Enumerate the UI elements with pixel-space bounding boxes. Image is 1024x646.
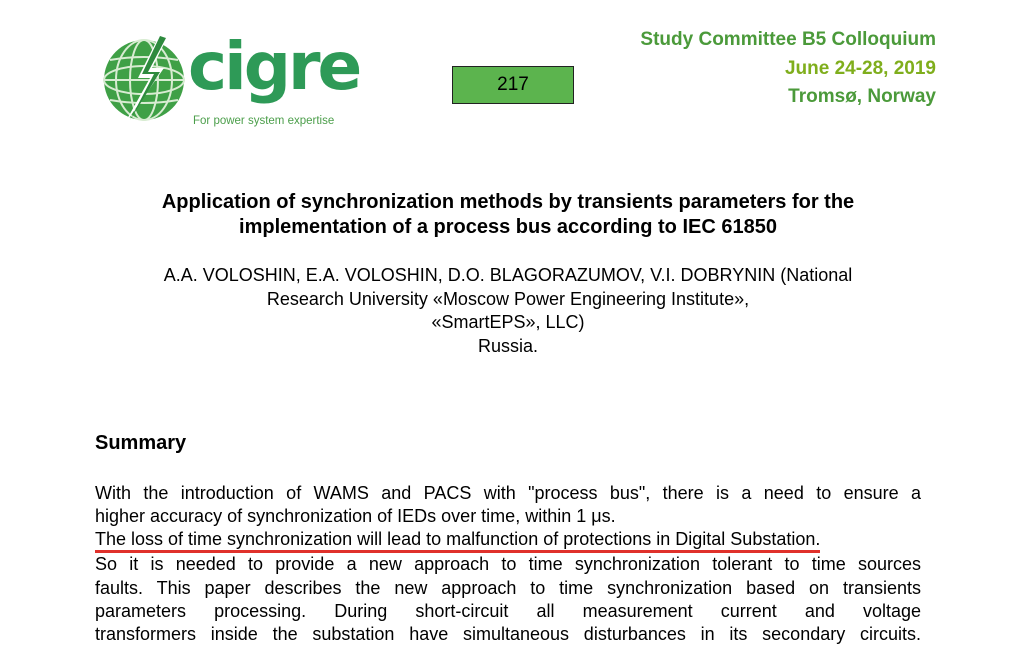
author-line: Research University «Moscow Power Engineering Institute», bbox=[266, 288, 750, 309]
event-info bbox=[640, 26, 936, 112]
author-line: A.A. VOLOSHIN, E.A. VOLOSHIN, D.O. BLAGORAZUMOV, V.I. DOBRYNIN (National bbox=[163, 265, 853, 285]
globe-lightning-icon bbox=[100, 28, 192, 128]
title-line: Application of synchronization methods by transients parameters for the bbox=[161, 191, 855, 213]
summary-line: parameters processing. During short-circuit all measurement current and voltage bbox=[95, 600, 921, 621]
paper-number-badge: 217 bbox=[452, 66, 574, 104]
summary-line: transformers inside the substation have simultaneous disturbances in its secondary circuits. bbox=[95, 624, 921, 645]
logo-tagline: For power system expertise bbox=[193, 115, 335, 127]
event-dates: June 24-28, 2019 bbox=[784, 57, 936, 79]
event-location: Tromsø, Norway bbox=[788, 86, 936, 107]
cigre-logo bbox=[100, 28, 360, 132]
author-line: Russia. bbox=[477, 335, 539, 356]
paper-authors bbox=[80, 264, 936, 358]
author-line: «SmartEPS», LLC) bbox=[431, 312, 585, 332]
summary-heading: Summary bbox=[95, 432, 187, 454]
title-line: implementation of a process bus according to IEC 61850 bbox=[239, 216, 777, 238]
summary-line: higher accuracy of synchronization of IEDs over time, within 1 μs. bbox=[95, 506, 616, 527]
paper-title bbox=[80, 190, 936, 240]
logo-wordmark: cigre bbox=[188, 28, 360, 105]
summary-line: With the introduction of WAMS and PACS with "process bus", there is a need to ensure a bbox=[95, 483, 921, 503]
event-committee: Study Committee B5 Colloquium bbox=[640, 29, 936, 50]
summary-line: So it is needed to provide a new approach to time synchronization tolerant to time sources bbox=[95, 554, 921, 575]
summary-line: faults. This paper describes the new approach to time synchronization based on transients bbox=[95, 577, 921, 598]
summary-body bbox=[95, 482, 921, 646]
highlighted-sentence: The loss of time synchronization will lead to malfunction of protections in Digital Substation. bbox=[95, 529, 820, 553]
